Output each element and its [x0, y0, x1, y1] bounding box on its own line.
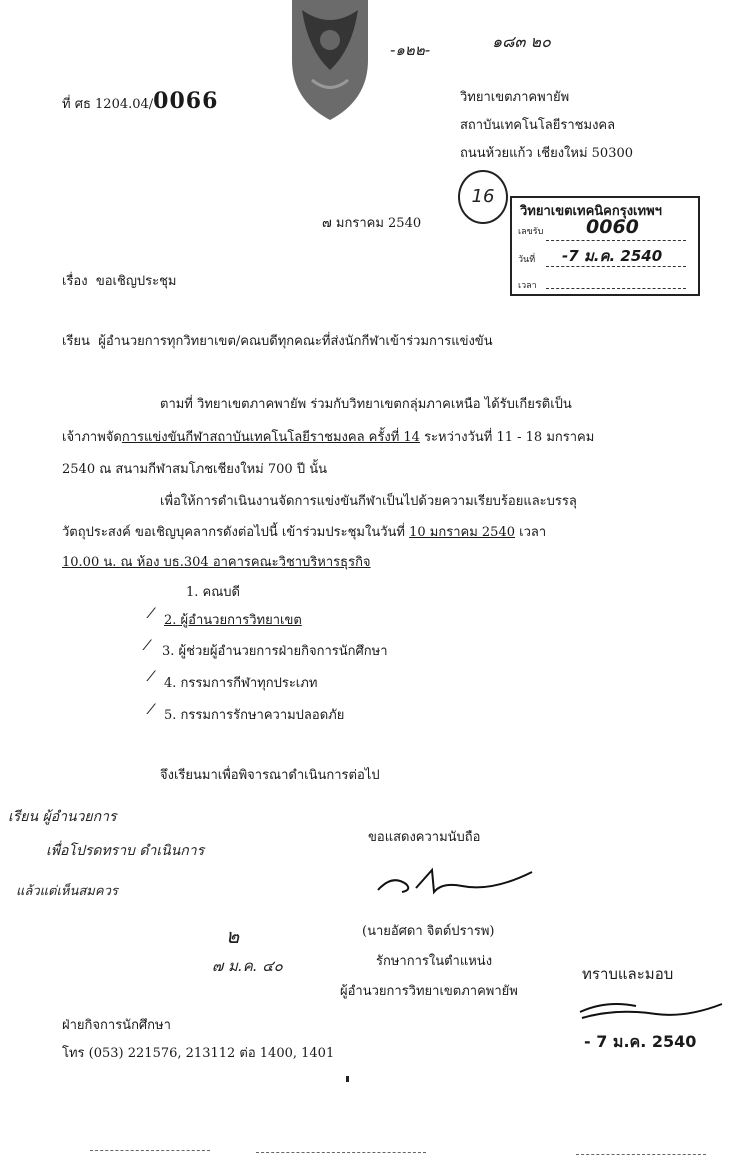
stamp-divider	[546, 288, 686, 289]
org-address	[460, 84, 633, 168]
check-mark-icon: ⁄	[150, 606, 153, 622]
body-underlined-text: การแข่งขันกีฬาสถาบันเทคโนโลยีราชมงคล ครั้งที่ 14	[121, 430, 420, 445]
body-p2-line2	[62, 521, 546, 542]
acknowledge-date: - 7 ม.ค. 2540	[584, 1032, 697, 1051]
check-mark-icon: ⁄	[150, 669, 153, 685]
org-line: วิทยาเขตภาคพายัพ	[460, 90, 570, 105]
addressee-text: ผู้อำนวยการทุกวิทยาเขต/คณบดีทุกคณะที่ส่งนักกีฬาเข้าร่วมการแข่งขัน	[98, 334, 493, 349]
handwritten-date: ๗ ม.ค. ๔๐	[212, 957, 283, 975]
scan-line	[576, 1154, 706, 1155]
stamp-divider	[546, 266, 686, 267]
body-p1-line1: ตามที่ วิทยาเขตภาคพายัพ ร่วมกับวิทยาเขตกลุ่มภาคเหนือ ได้รับเกียรติเป็น	[160, 397, 572, 412]
closing-text: จึงเรียนมาเพื่อพิจารณาดำเนินการต่อไป	[160, 768, 380, 783]
body-text: เวลา	[515, 525, 547, 540]
signer-position: รักษาการในตำแหน่ง	[376, 954, 493, 969]
stamp-receive-value: 0060	[586, 216, 639, 238]
signature-image	[372, 862, 542, 902]
doc-number-value: 0066	[153, 88, 219, 114]
footer-phone: โทร (053) 221576, 213112 ต่อ 1400, 1401	[62, 1046, 335, 1061]
stamp-title: วิทยาเขตเทคนิคกรุงเทพฯ	[520, 204, 662, 219]
subject-text: ขอเชิญประชุม	[95, 274, 177, 289]
check-mark-icon: ⁄	[146, 638, 149, 654]
scan-line	[256, 1152, 426, 1153]
garuda-emblem	[282, 0, 378, 122]
body-p2-line1: เพื่อให้การดำเนินงานจัดการแข่งขันกีฬาเป็นไปด้วยความเรียบร้อยและบรรลุ	[160, 494, 577, 509]
stamp-divider	[546, 240, 686, 241]
handwritten-ref-2: ๑๘๓ ๒๐	[492, 32, 551, 51]
doc-number-prefix: ที่ ศธ 1204.04/	[62, 97, 154, 112]
addressee-label: เรียน	[62, 334, 90, 349]
subject-label: เรื่อง	[62, 274, 88, 289]
handwritten-ref: -๑๒๒-	[390, 41, 431, 59]
addressee	[62, 330, 493, 351]
receive-stamp	[510, 196, 700, 296]
acknowledge-text: ทราบและมอบ	[582, 965, 674, 983]
signer-name: (นายอัศดา จิตต์ปรารพ)	[362, 924, 495, 939]
handwritten-note-line: เพื่อโปรดทราบ ดำเนินการ	[46, 843, 205, 859]
check-mark-icon: ⁄	[150, 702, 153, 718]
stamp-date-label: วันที่	[518, 255, 536, 265]
scan-dot	[346, 1076, 349, 1082]
body-p1-line3: 2540 ณ สนามกีฬาสมโภชเชียงใหม่ 700 ปี นั้น	[62, 462, 327, 477]
circled-number	[458, 170, 508, 224]
signer-position: ผู้อำนวยการวิทยาเขตภาคพายัพ	[340, 984, 518, 999]
list-item: 1. คณบดี	[186, 585, 240, 600]
org-line: สถาบันเทคโนโลยีราชมงคล	[460, 118, 616, 133]
stamp-time-label: เวลา	[518, 281, 537, 291]
body-p2-line3: 10.00 น. ณ ห้อง บธ.304 อาคารคณะวิชาบริหารธุรกิจ	[62, 555, 371, 570]
acknowledge-signature-image	[576, 996, 726, 1026]
org-line: ถนนห้วยแก้ว เชียงใหม่ 50300	[460, 146, 634, 161]
body-p1-line2	[62, 426, 594, 447]
body-underlined-text: 10 มกราคม 2540	[409, 525, 515, 540]
handwritten-note-line: เรียน ผู้อำนวยการ	[8, 809, 117, 825]
subject	[62, 270, 177, 291]
body-text: เจ้าภาพจัด	[62, 430, 122, 445]
list-item: 3. ผู้ช่วยผู้อำนวยการฝ่ายกิจการนักศึกษา	[162, 644, 388, 659]
body-text: วัตถุประสงค์ ขอเชิญบุคลากรดังต่อไปนี้ เข้าร่วมประชุมในวันที่	[62, 525, 410, 540]
doc-number	[62, 88, 218, 114]
regards-text: ขอแสดงความนับถือ	[368, 830, 481, 845]
letter-date: ๗ มกราคม 2540	[322, 216, 422, 231]
list-item: 5. กรรมการรักษาความปลอดภัย	[164, 708, 345, 723]
list-item: 4. กรรมการกีฬาทุกประเภท	[164, 676, 318, 691]
footer-dept: ฝ่ายกิจการนักศึกษา	[62, 1018, 171, 1033]
list-item: 2. ผู้อำนวยการวิทยาเขต	[164, 613, 302, 628]
stamp-date-value: -7 ม.ค. 2540	[562, 247, 663, 265]
stamp-receive-label: เลขรับ	[518, 227, 544, 237]
body-text: ระหว่างวันที่ 11 - 18 มกราคม	[419, 430, 595, 445]
handwritten-note-line: แล้วแต่เห็นสมควร	[16, 884, 118, 899]
handwritten-mark: ๒	[226, 924, 240, 948]
scan-line	[90, 1150, 210, 1151]
circled-number-text: 16	[471, 186, 495, 207]
